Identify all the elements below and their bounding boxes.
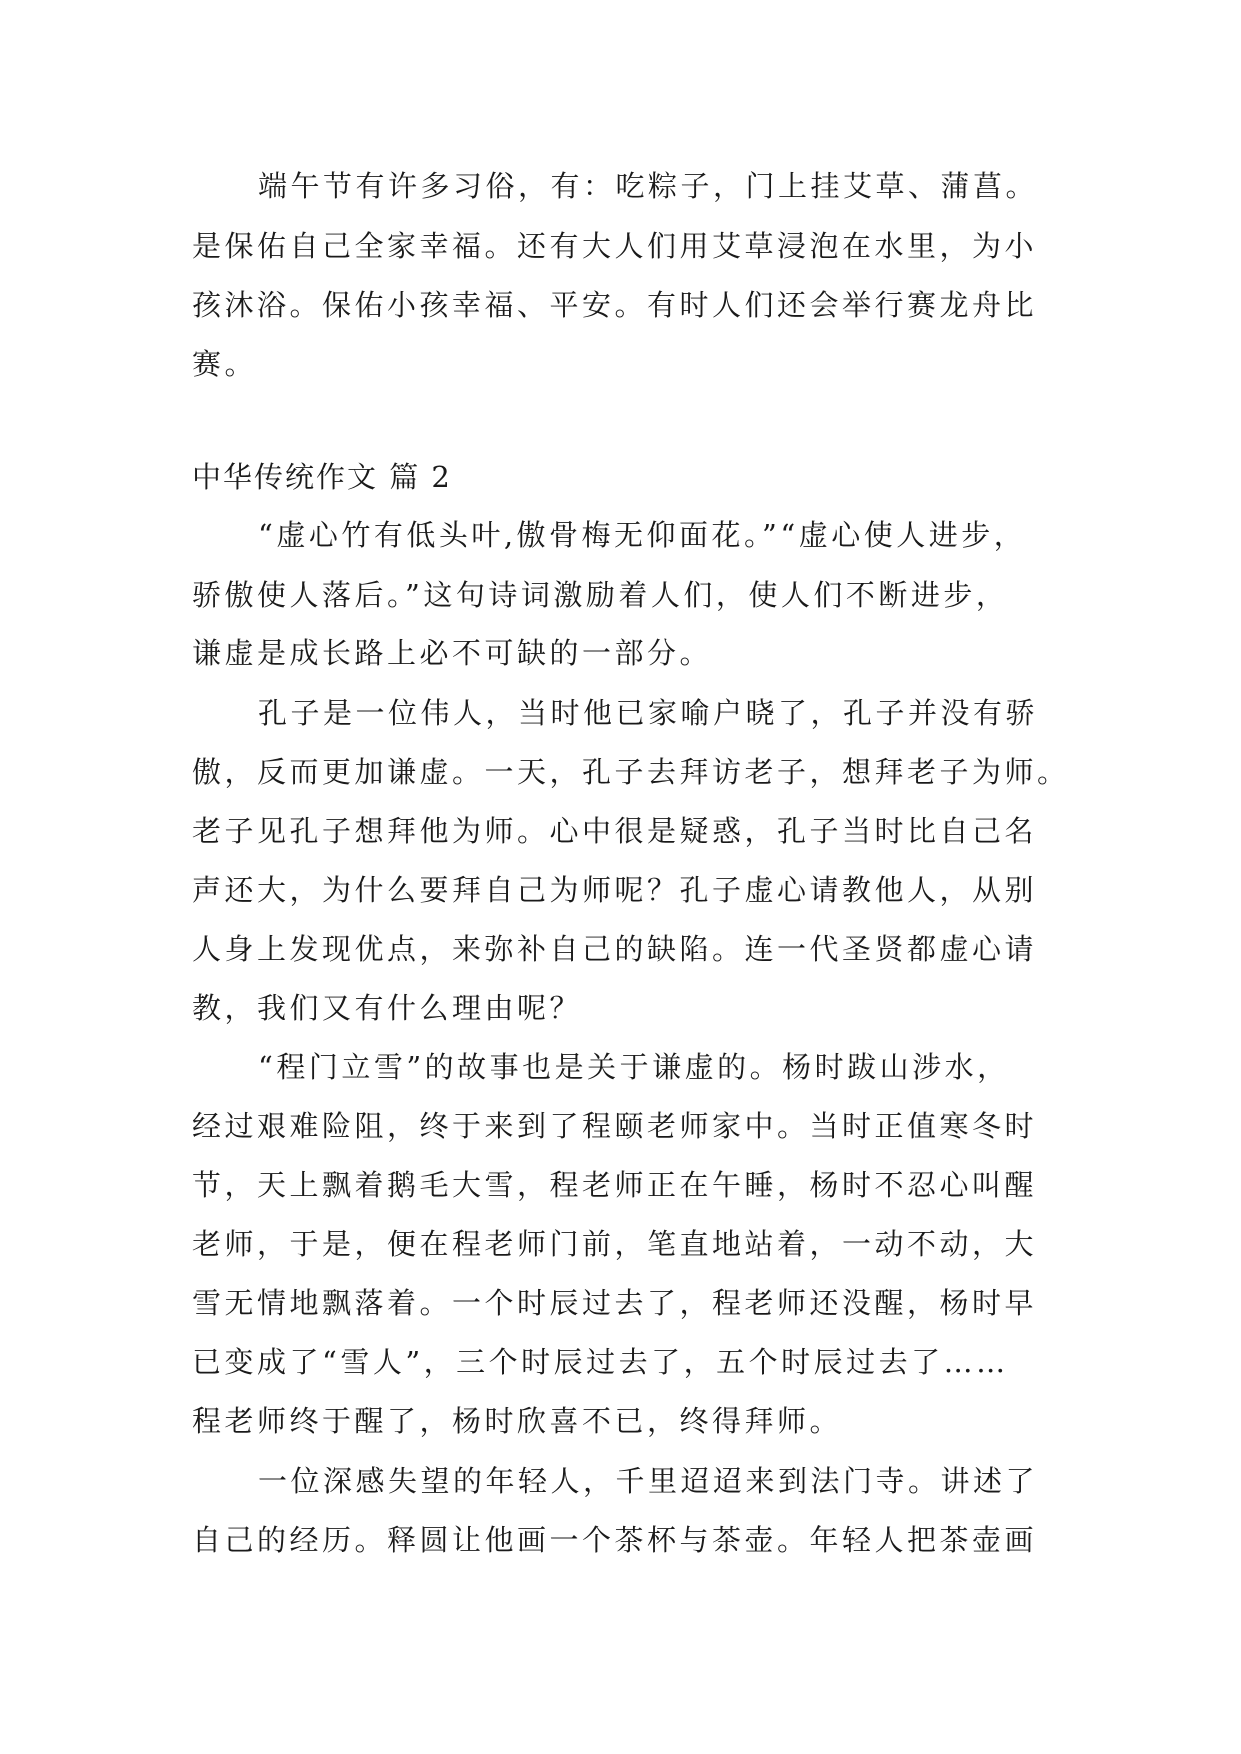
paragraph-3-line-4: 声还大，为什么要拜自己为师呢？孔子虚心请教他人，从别 [192, 873, 1038, 907]
paragraph-1-line-3: 孩沐浴。保佑小孩幸福、平安。有时人们还会举行赛龙舟比 [192, 288, 1038, 322]
paragraph-3-line-3: 老子见孔子想拜他为师。心中很是疑惑，孔子当时比自己名 [192, 814, 1038, 848]
paragraph-3-line-1: 孔子是一位伟人，当时他已家喻户晓了，孔子并没有骄 [258, 696, 1039, 730]
paragraph-1-line-4: 赛。 [192, 347, 258, 381]
paragraph-5-line-1: 一位深感失望的年轻人，千里迢迢来到法门寺。讲述了 [258, 1464, 1039, 1498]
paragraph-4-line-1: “程门立雪”的故事也是关于谦虚的。杨时跋山涉水， [258, 1050, 1010, 1084]
paragraph-4-line-3: 节，天上飘着鹅毛大雪，程老师正在午睡，杨时不忍心叫醒 [192, 1168, 1038, 1202]
paragraph-4-line-6: 已变成了“雪人”，三个时辰过去了，五个时辰过去了…… [192, 1345, 1009, 1379]
paragraph-4-line-4: 老师，于是，便在程老师门前，笔直地站着，一动不动，大 [192, 1227, 1038, 1261]
paragraph-1-line-2: 是保佑自己全家幸福。还有大人们用艾草浸泡在水里，为小 [192, 229, 1038, 263]
paragraph-5-line-2: 自己的经历。释圆让他画一个茶杯与茶壶。年轻人把茶壶画 [192, 1523, 1038, 1557]
section-heading: 中华传统作文 篇 2 [192, 460, 452, 494]
paragraph-2-line-2: 骄傲使人落后。”这句诗词激励着人们，使人们不断进步， [192, 578, 1009, 612]
paragraph-3-line-6: 教，我们又有什么理由呢？ [192, 991, 583, 1025]
paragraph-1-line-1: 端午节有许多习俗，有：吃粽子，门上挂艾草、蒲菖。 [258, 169, 1039, 203]
paragraph-2-line-1: “虚心竹有低头叶,傲骨梅无仰面花。”“虚心使人进步， [258, 518, 1027, 552]
paragraph-3-line-2: 傲，反而更加谦虚。一天，孔子去拜访老子，想拜老子为师。 [192, 755, 1070, 789]
paragraph-2-line-3: 谦虚是成长路上必不可缺的一部分。 [192, 636, 713, 670]
paragraph-4-line-2: 经过艰难险阻，终于来到了程颐老师家中。当时正值寒冬时 [192, 1109, 1038, 1143]
paragraph-4-line-7: 程老师终于醒了，杨时欣喜不已，终得拜师。 [192, 1404, 843, 1438]
paragraph-3-line-5: 人身上发现优点，来弥补自己的缺陷。连一代圣贤都虚心请 [192, 932, 1038, 966]
paragraph-4-line-5: 雪无情地飘落着。一个时辰过去了，程老师还没醒，杨时早 [192, 1286, 1038, 1320]
